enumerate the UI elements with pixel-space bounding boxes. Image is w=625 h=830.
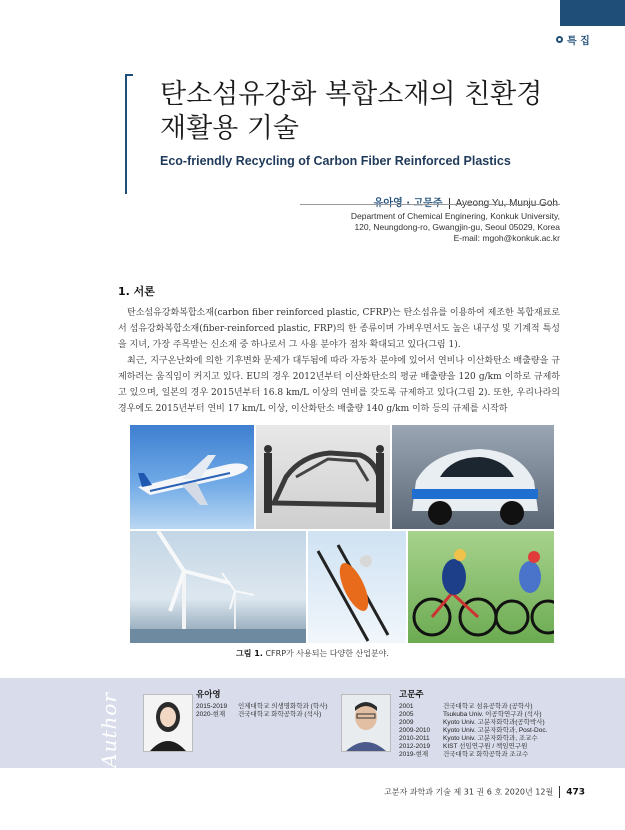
career-year: 2015-2019: [196, 703, 228, 710]
email-line: E-mail: mgoh@konkuk.ac.kr: [453, 233, 560, 243]
wind-turbine-photo: [130, 531, 306, 643]
section-tag: [556, 32, 590, 47]
career-desc: Tsukuba Univ. 이공학연구과 (석사): [443, 711, 542, 718]
avatar: [341, 694, 391, 752]
career-year: 2005: [399, 711, 414, 718]
section-tag-label: 특 집: [567, 36, 590, 47]
career-desc: 건국대학교 화학공학과 조교수: [443, 751, 529, 758]
career-row: [399, 711, 542, 719]
career-year: 2020-현재: [196, 711, 226, 718]
career-desc: 인제대학교 의생명화학과 (학사): [238, 703, 328, 710]
career-row: [399, 719, 545, 727]
divider: [559, 786, 560, 798]
journal-info: 고분자 과학과 기술 제 31 권 6 호 2020년 12월: [384, 787, 554, 797]
paragraph: 최근, 지구온난화에 의한 기후변화 문제가 대두됨에 따라 자동차 분야에 있어서 연비나 이산화탄소 배출량을 규제하려는 움직임이 커지고 있다. EU의 경우 2012년부터 이산화탄소의 평균 배출량을 120 g/km 이하로 규제하고 있으며, 일본의 경우 2015년부터 16.8 km/L 이상의 연비를 갖도록 규제하고 있다(그림 2). 또한, 우리나라의 경우에도 2015년부터 연비 17 km/L 이상, 이산화탄소 배출량 140 g/km 이하 등의 규제를 시작하: [118, 356, 560, 414]
career-year: 2019-현재: [399, 751, 429, 758]
person-photo-icon: [342, 695, 390, 751]
career-row: [399, 735, 538, 743]
career-year: 2009-2010: [399, 727, 431, 734]
divider: [449, 198, 450, 209]
author-name: 유아영: [196, 690, 221, 700]
title-korean-line1: 탄소섬유강화 복합소재의 친환경: [160, 79, 543, 110]
car-icon: [392, 425, 554, 529]
career-desc: 건국대학교 화학공학과 (석사): [238, 711, 322, 718]
affiliation-divider: [300, 204, 560, 205]
person-photo-icon: [144, 695, 192, 751]
footer: [0, 786, 585, 798]
career-desc: Kyoto Univ. 고분자화학과, 조교수: [443, 735, 538, 742]
figure-collage: [130, 425, 554, 643]
affiliation-line: 120, Neungdong-ro, Gwangjin-gu, Seoul 05029, Korea: [354, 222, 560, 232]
title-bracket: [125, 74, 133, 194]
affiliation: [300, 211, 560, 244]
career-desc: Kyoto Univ. 고분자화학과, Post-Doc.: [443, 727, 548, 734]
airplane-icon: [130, 425, 254, 529]
bicycle-icon: [408, 531, 554, 643]
career-row: [399, 743, 527, 751]
car-frame-icon: [256, 425, 390, 529]
car-frame-photo: [256, 425, 390, 529]
authors-line: [0, 194, 558, 209]
title-korean-line2: 재활용 기술: [160, 113, 299, 144]
airplane-photo: [130, 425, 254, 529]
career-row: [196, 703, 328, 711]
career-row: [399, 751, 528, 759]
career-row: [196, 711, 321, 719]
body-text: [118, 305, 560, 417]
career-year: 2012-2019: [399, 743, 431, 750]
affiliation-line: Department of Chemical Enginering, Konkuk University,: [350, 211, 560, 221]
header-tab-block: [560, 0, 625, 26]
circle-bullet-icon: [556, 36, 563, 43]
page-number: 473: [566, 787, 585, 798]
ski-jumper-icon: [308, 531, 406, 643]
cyclists-photo: [408, 531, 554, 643]
avatar: [143, 694, 193, 752]
electric-car-photo: [392, 425, 554, 529]
career-desc: 건국대학교 섬유공학과 (공학사): [443, 703, 533, 710]
title-korean: [160, 78, 560, 146]
figure-caption: [0, 648, 625, 659]
paragraph: 탄소섬유강화복합소재(carbon fiber reinforced plastic, CFRP)는 탄소섬유를 이용하여 제조한 복합재료로서 섬유강화복합소재(fiber-reinforced plastic, FRP)의 한 종류이며 가벼우면서도 높은 내구성 및 기계적 특성을 지녀, 가장 주목받는 신소재 중 하나로서 그 사용 분야가 점차 확대되고 있다(그림 1).: [118, 308, 560, 350]
author-label: Author: [97, 692, 121, 768]
title-english: Eco-friendly Recycling of Carbon Fiber Reinforced Plastics: [160, 154, 511, 168]
career-year: 2001: [399, 703, 414, 710]
career-year: 2009: [399, 719, 414, 726]
career-year: 2010-2011: [399, 735, 430, 742]
career-desc: Kyoto Univ. 고분자화학과(공학박사): [443, 719, 545, 726]
figure-label: 그림 1.: [236, 649, 263, 658]
author-name: 고문주: [399, 690, 424, 700]
career-desc: KIST 선임연구원 / 책임연구원: [443, 743, 528, 750]
figure-caption-text: CFRP가 사용되는 다양한 산업분야.: [265, 649, 389, 658]
career-row: [399, 727, 547, 735]
wind-turbine-icon: [130, 531, 306, 643]
section-heading: 1. 서론: [118, 285, 155, 298]
ski-jumper-photo: [308, 531, 406, 643]
career-row: [399, 703, 533, 711]
